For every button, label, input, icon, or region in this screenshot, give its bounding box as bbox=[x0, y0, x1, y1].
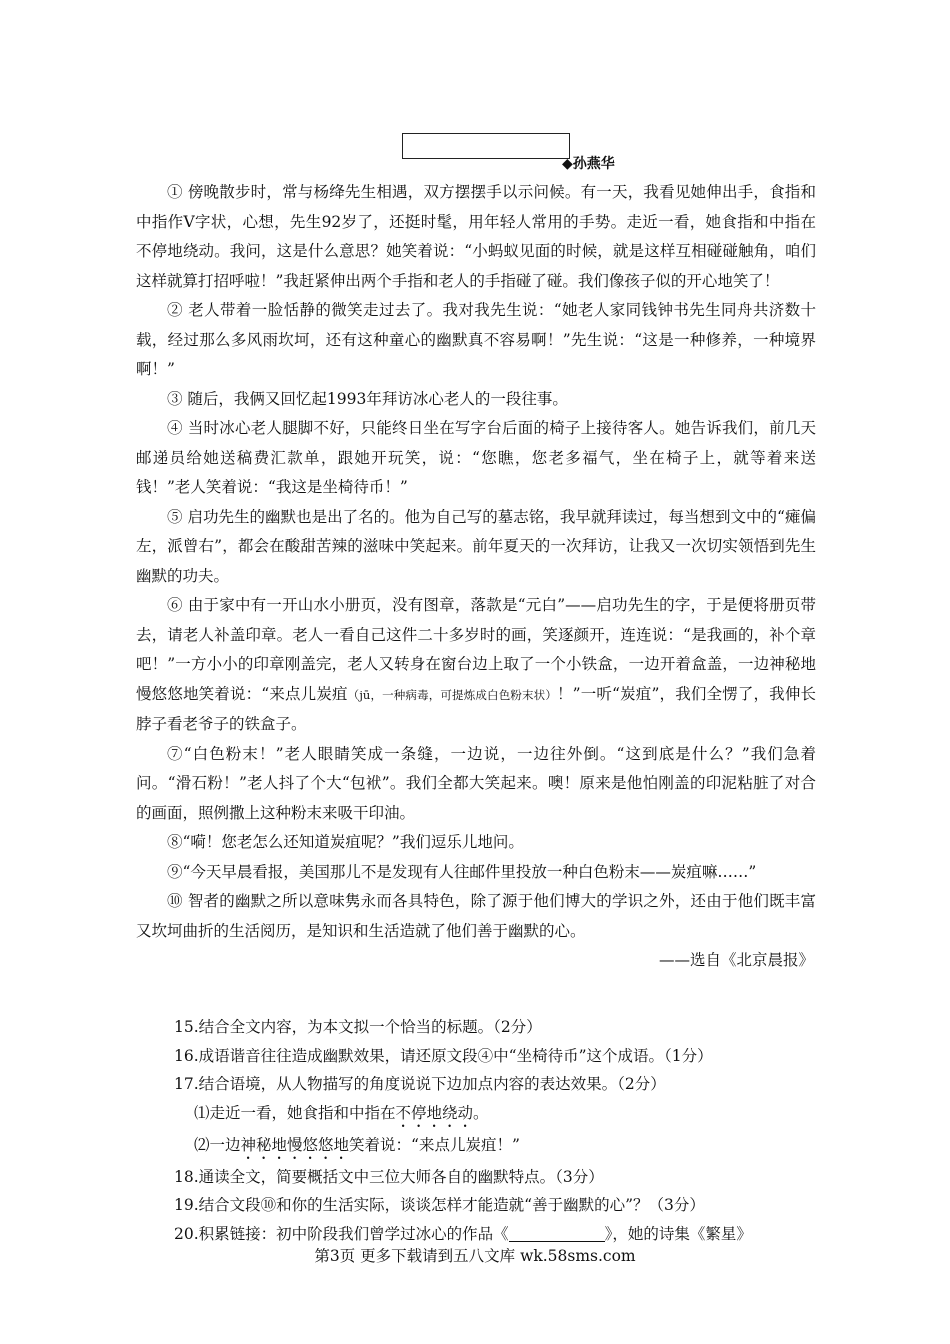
question-19: 19.结合文段⑩和你的生活实际，谈谈怎样才能造就“善于幽默的心”？（3分） bbox=[174, 1196, 705, 1214]
q17-2-suffix: 笑着说：“来点儿炭疽！” bbox=[349, 1135, 520, 1154]
paragraph-6-end: ！”一听“炭疽”，我们全愣了，我伸长脖子看老爷子的铁盒子。 bbox=[136, 684, 816, 733]
paragraph-6-annotation: （jū，一种病毒，可提炼成白色粉末状） bbox=[347, 687, 557, 702]
question-17-item-2 bbox=[174, 1131, 824, 1163]
title-blank-box bbox=[402, 133, 570, 159]
q17-1-prefix: ⑴走近一看，她食指和中指在 bbox=[194, 1103, 396, 1122]
paragraph-5: ⑤ 启功先生的幽默也是出了名的。他为自己写的墓志铭，我早就拜读过，每当想到文中的“瘫偏左，派曾右”，都会在酸甜苦辣的滋味中笑起来。前年夏天的一次拜访，让我又一次切实领悟到先生幽默的功夫。 bbox=[136, 507, 816, 585]
paragraph-9: ⑨“今天早晨看报，美国那儿不是发现有人往邮件里投放一种白色粉末——炭疽嘛……” bbox=[167, 862, 757, 881]
article-body bbox=[136, 178, 816, 976]
question-15: 15.结合全文内容，为本文拟一个恰当的标题。（2分） bbox=[174, 1018, 542, 1036]
question-17: 17.结合语境，从人物描写的角度说说下边加点内容的表达效果。（2分） bbox=[174, 1075, 666, 1093]
q17-2-prefix: ⑵一边 bbox=[194, 1135, 241, 1154]
paragraph-8: ⑧“嗬！您老怎么还知道炭疽呢？”我们逗乐儿地问。 bbox=[167, 833, 524, 851]
paragraph-10: ⑩ 智者的幽默之所以意味隽永而各具特色，除了源于他们博大的学识之外，还由于他们既丰富又坎坷曲折的生活阅历，是知识和生活造就了他们善于幽默的心。 bbox=[136, 892, 816, 940]
answer-blank bbox=[509, 1223, 605, 1242]
question-18: 18.通读全文，简要概括文中三位大师各自的幽默特点。（3分） bbox=[174, 1167, 604, 1186]
page-footer: 第3页 更多下载请到五八文库 wk.58sms.com bbox=[314, 1247, 636, 1265]
q17-2-dotted-text: 神秘地慢悠悠地 bbox=[240, 1135, 350, 1154]
question-17-item-1 bbox=[174, 1099, 824, 1131]
paragraph-3: ③ 随后，我俩又回忆起1993年拜访冰心老人的一段往事。 bbox=[167, 389, 568, 408]
paragraph-1: ① 傍晚散步时，常与杨绛先生相遇，双方摆摆手以示问候。有一天，我看见她伸出手，食指和中指作V字状，心想，先生92岁了，还挺时髦，用年轻人常用的手势。走近一看，她食指和中指在不停地绕动。我问，这是什么意思？她笑着说：“小蚂蚁见面的时候，就是这样互相碰碰触角，咱们这样就算打招呼啦！”我赶紧伸出两个手指和老人的手指碰了碰。我们像孩子似的开心地笑了！ bbox=[136, 183, 816, 290]
q17-1-suffix: 。 bbox=[473, 1103, 489, 1122]
paragraph-6 bbox=[136, 591, 816, 740]
q20-suffix: 》，她的诗集《繁星》 bbox=[604, 1224, 752, 1243]
paragraph-2: ② 老人带着一脸恬静的微笑走过去了。我对我先生说：“她老人家同钱钟书先生同舟共济数十载，经过那么多风雨坎坷，还有这种童心的幽默真不容易啊！”先生说：“这是一种修养，一种境界啊！” bbox=[136, 301, 816, 378]
question-list bbox=[174, 1013, 824, 1248]
paragraph-4: ④ 当时冰心老人腿脚不好，只能终日坐在写字台后面的椅子上接待客人。她告诉我们，前几天邮递员给她送稿费汇款单，跟她开玩笑，说：“您瞧，您老多福气，坐在椅子上，就等着来送钱！”老人笑着说：“我这是坐椅待币！” bbox=[136, 419, 816, 496]
q17-1-dotted-text: 不停地绕动 bbox=[395, 1103, 474, 1122]
author-name: ◆孙燕华 bbox=[562, 156, 615, 172]
article-source: ——选自《北京晨报》 bbox=[658, 951, 814, 969]
paragraph-6-main: ⑥ 由于家中有一开山水小册页，没有图章，落款是“元白”——启功先生的字，于是便将册页带去，请老人补盖印章。老人一看自己这件二十多岁时的画，笑逐颜开，连连说：“是我画的，补个章吧！”一方小小的印章刚盖完，老人又转身在窗台边上取了一个小铁盒，一边开着盒盖，一边神秘地慢悠悠地笑着说：“来点儿炭疽 bbox=[136, 596, 816, 703]
question-16: 16.成语谐音往往造成幽默效果，请还原文段④中“坐椅待币”这个成语。（1分） bbox=[174, 1046, 713, 1065]
paragraph-7: ⑦“白色粉末！”老人眼睛笑成一条缝，一边说，一边往外倒。“这到底是什么？”我们急着问。“滑石粉！”老人抖了个大“包袱”。我们全都大笑起来。噢！原来是他怕刚盖的印泥粘脏了对合的画面，照例撒上这种粉末来吸干印油。 bbox=[136, 744, 816, 822]
q20-prefix: 20.积累链接：初中阶段我们曾学过冰心的作品《 bbox=[174, 1224, 509, 1243]
